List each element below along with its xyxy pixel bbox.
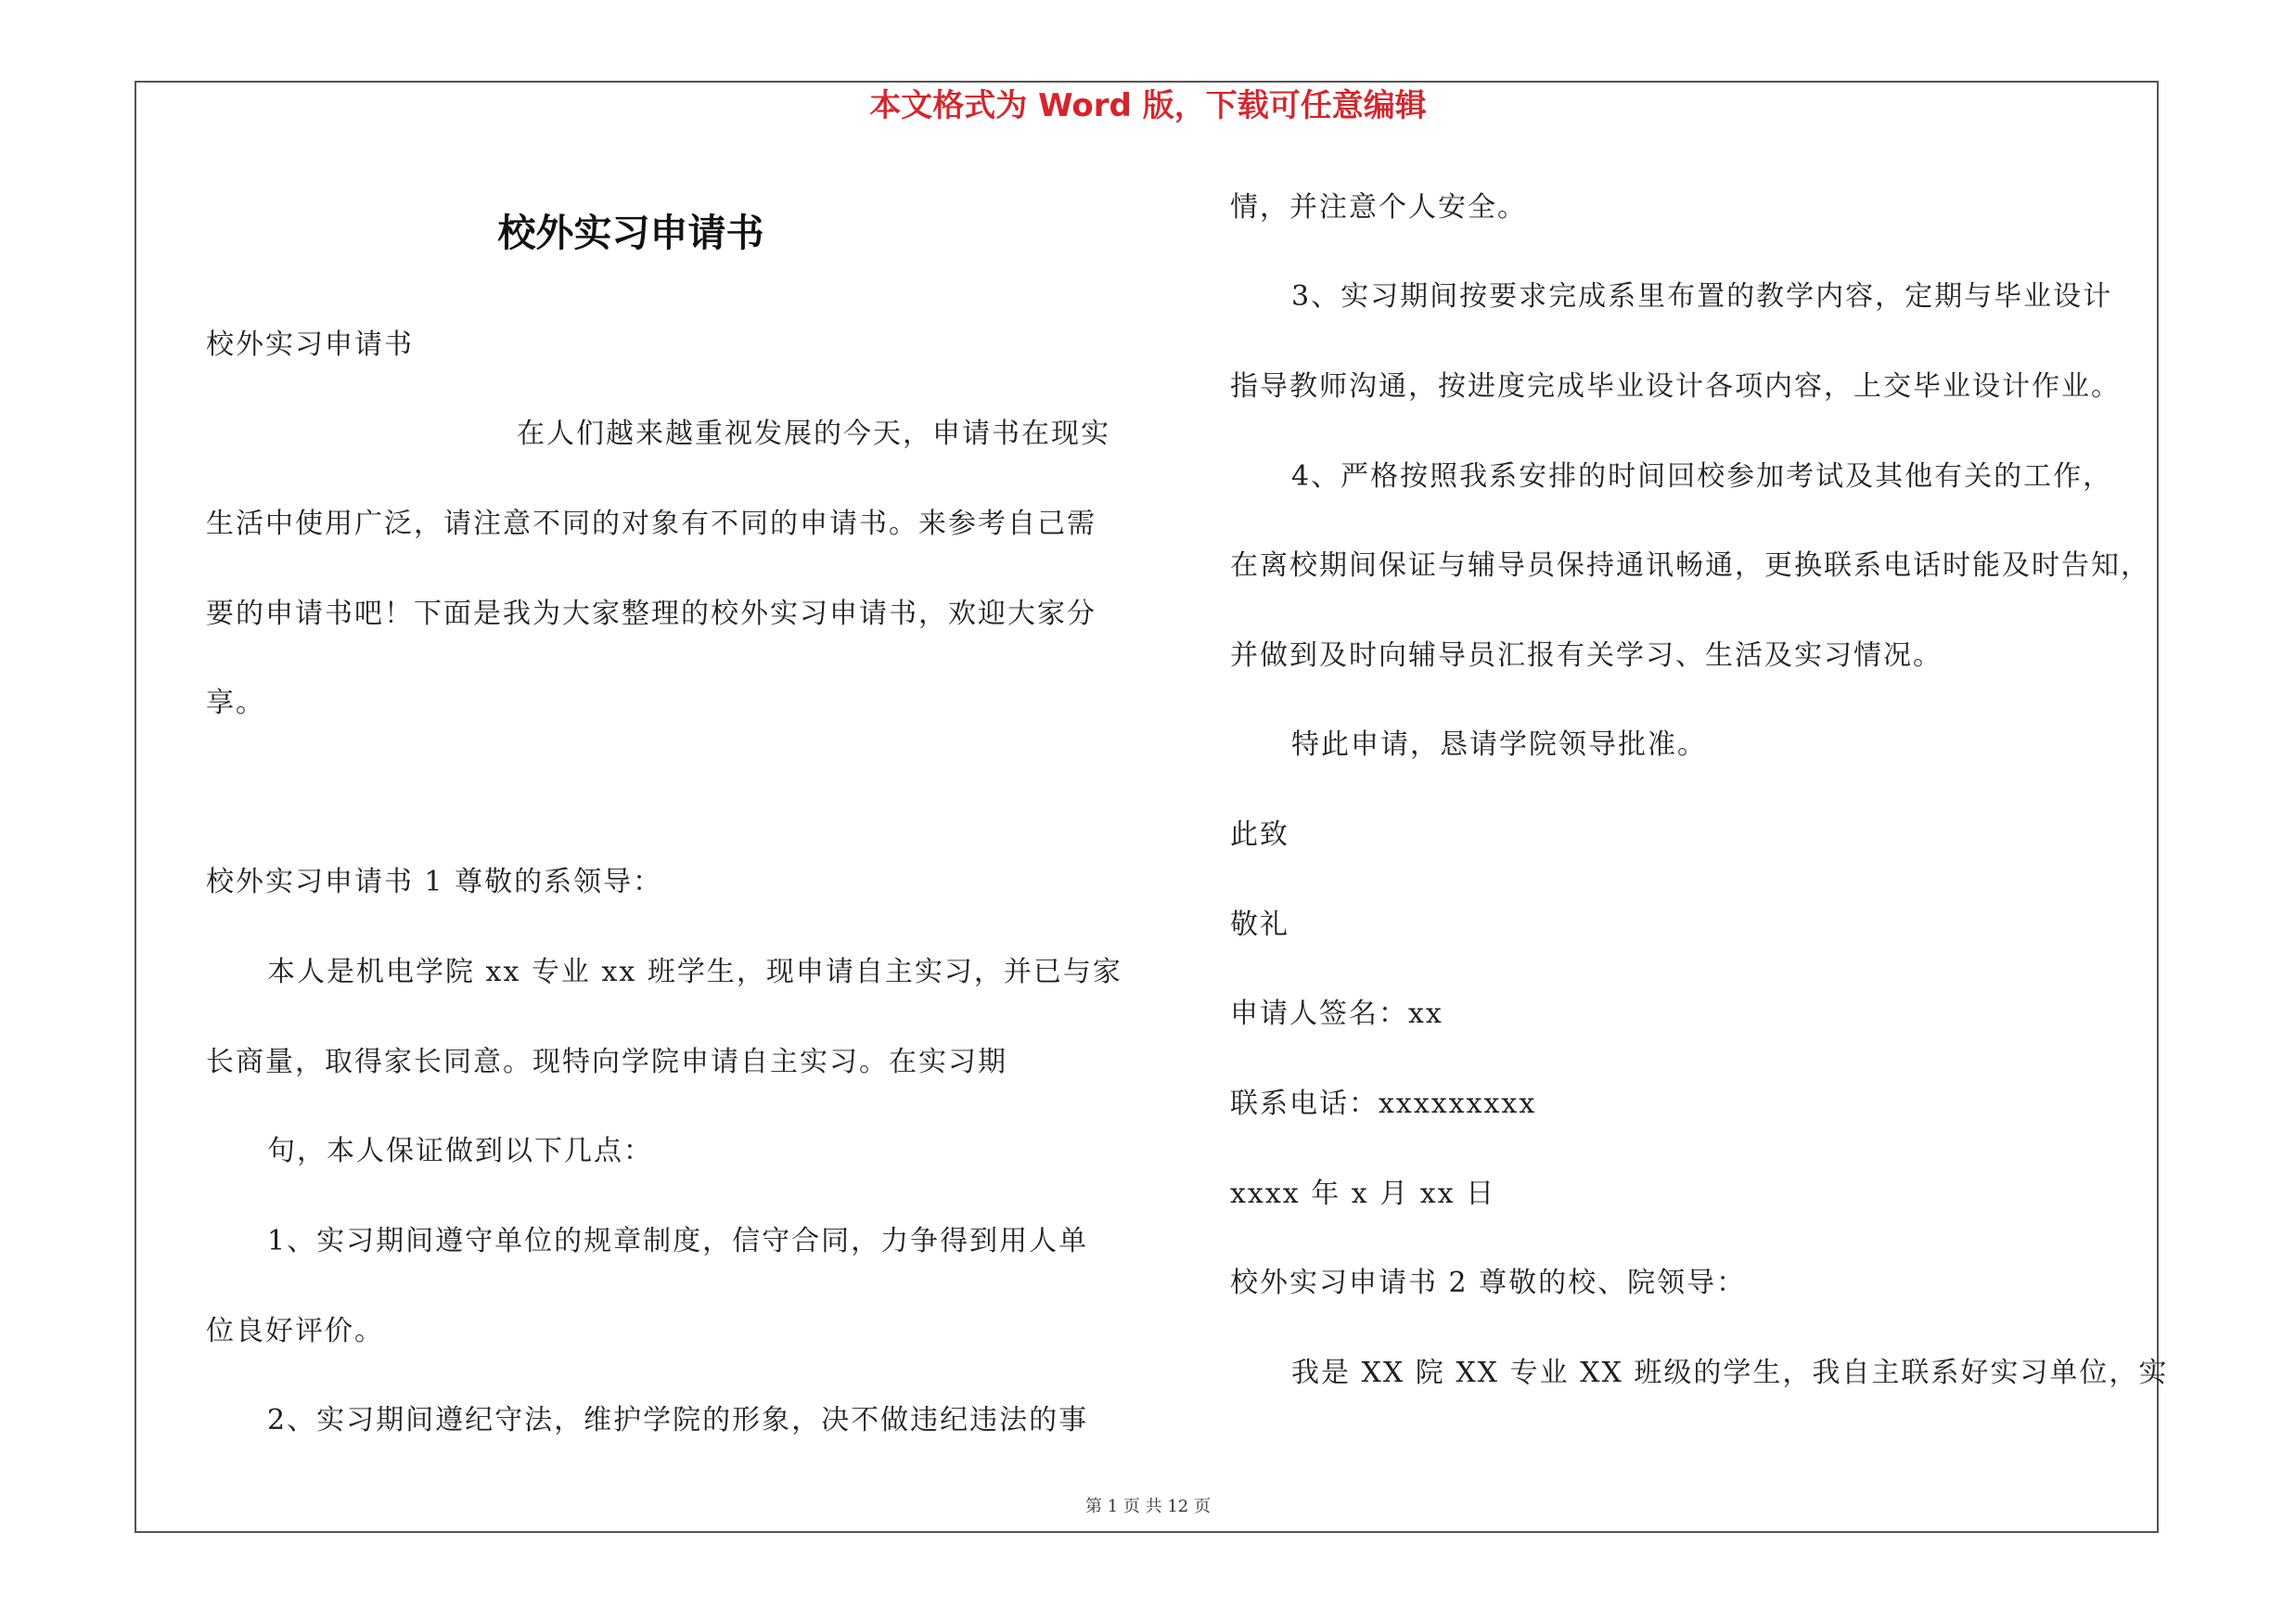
paragraph-line: 享。	[206, 687, 265, 719]
page-number: 第 1 页 共 12 页	[1085, 1497, 1211, 1516]
paragraph-line: 要的申请书吧！下面是我为大家整理的校外实习申请书，欢迎大家分	[206, 598, 1097, 630]
date-line: xxxx 年 x 月 xx 日	[1230, 1178, 1496, 1210]
paragraph-line: 校外实习申请书	[206, 328, 414, 361]
salutation: 此致	[1230, 818, 1289, 851]
list-item: 位良好评价。	[206, 1315, 384, 1347]
section-heading: 校外实习申请书 1 尊敬的系领导：	[206, 866, 663, 898]
paragraph-line: 我是 XX 院 XX 专业 XX 班级的学生，我自主联系好实习单位，实	[1291, 1357, 2169, 1389]
document-title: 校外实习申请书	[497, 211, 764, 255]
paragraph-line: 本人是机电学院 xx 专业 xx 班学生，现申请自主实习，并已与家	[267, 956, 1122, 988]
list-item: 2、实习期间遵纪守法，维护学院的形象，决不做违纪违法的事	[267, 1404, 1089, 1436]
section-heading: 校外实习申请书 2 尊敬的校、院领导：	[1230, 1267, 1747, 1299]
salutation: 敬礼	[1230, 908, 1289, 941]
list-item: 4、严格按照我系安排的时间回校参加考试及其他有关的工作，	[1291, 460, 2113, 493]
list-item: 在离校期间保证与辅导员保持通讯畅通，更换联系电话时能及时告知，	[1230, 549, 2150, 582]
paragraph-line: 在人们越来越重视发展的今天，申请书在现实	[517, 418, 1110, 450]
paragraph-line: 长商量，取得家长同意。现特向学院申请自主实习。在实习期	[206, 1046, 1007, 1078]
list-item: 3、实习期间按要求完成系里布置的教学内容，定期与毕业设计	[1291, 280, 2113, 313]
list-item: 指导教师沟通，按进度完成毕业设计各项内容，上交毕业设计作业。	[1230, 370, 2121, 403]
paragraph-line: 生活中使用广泛，请注意不同的对象有不同的申请书。来参考自己需	[206, 508, 1097, 540]
list-item: 并做到及时向辅导员汇报有关学习、生活及实习情况。	[1230, 639, 1943, 672]
list-item: 情，并注意个人安全。	[1230, 191, 1527, 224]
contact-phone: 联系电话：xxxxxxxxx	[1230, 1088, 1537, 1120]
applicant-signature: 申请人签名：xx	[1230, 998, 1443, 1030]
list-item: 1、实习期间遵守单位的规章制度，信守合同，力争得到用人单	[267, 1225, 1089, 1257]
paragraph-line: 句，本人保证做到以下几点：	[267, 1135, 653, 1167]
closing-request: 特此申请，恳请学院领导批准。	[1291, 728, 1707, 761]
editable-notice-banner: 本文格式为 Word 版，下载可任意编辑	[869, 87, 1427, 124]
